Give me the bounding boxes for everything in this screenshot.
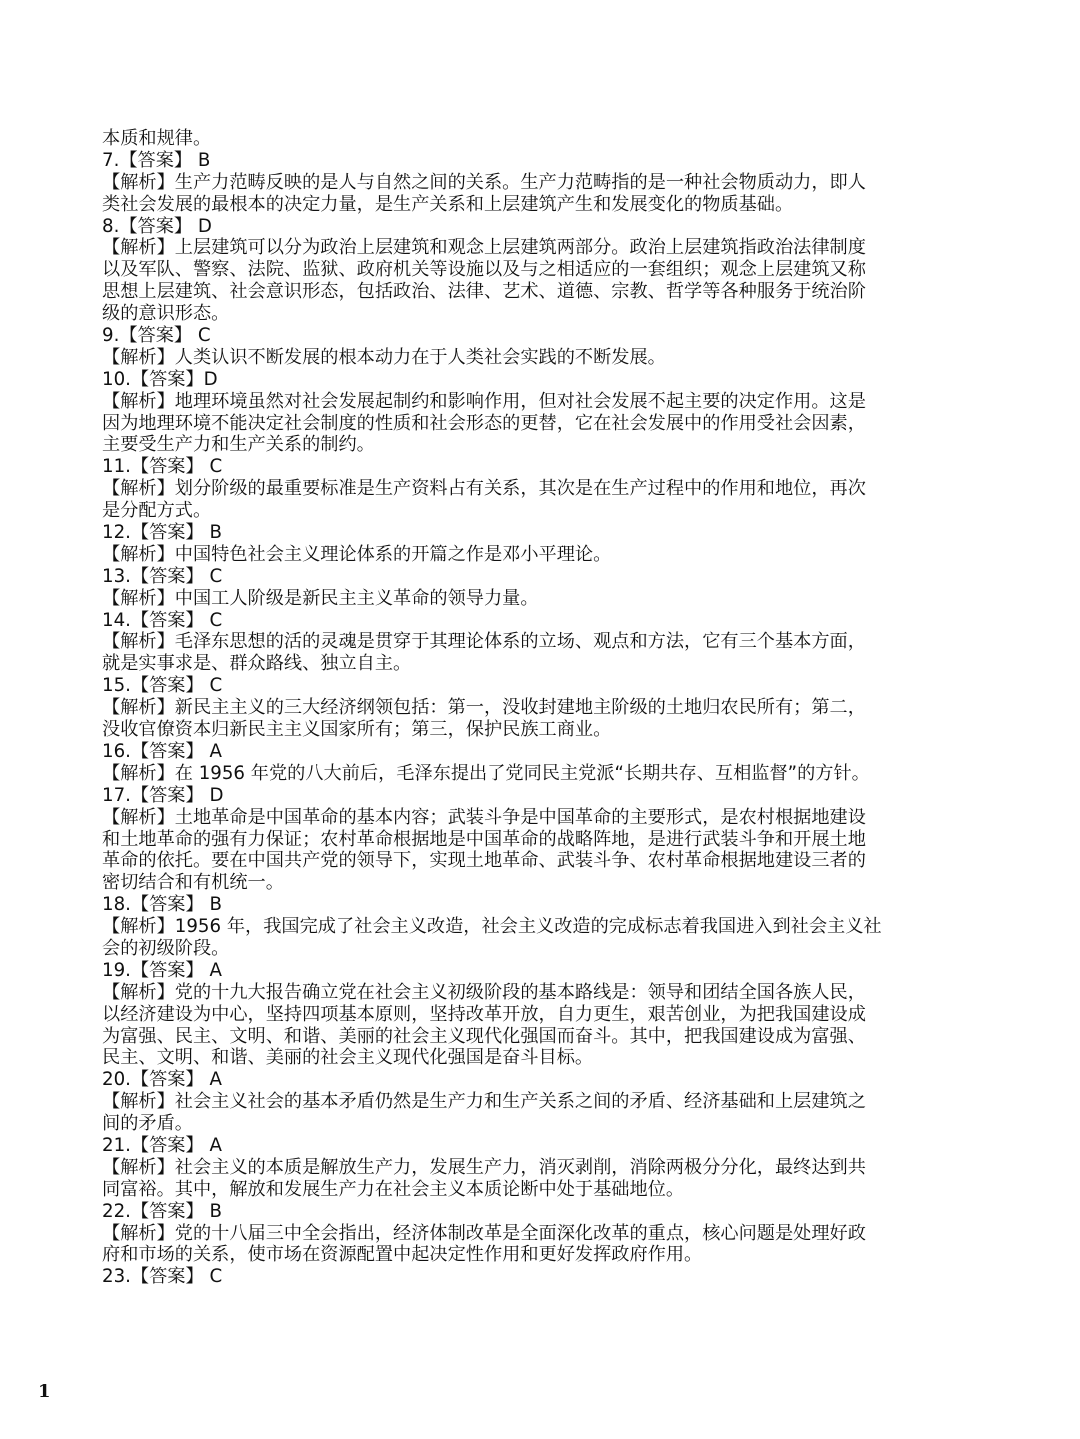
text-line: 【解析】人类认识不断发展的根本动力在于人类社会实践的不断发展。 — [102, 346, 666, 368]
text-line: 【解析】党的十九大报告确立党在社会主义初级阶段的基本路线是：领导和团结全国各族人民， — [102, 981, 866, 1003]
text-line: 会的初级阶段。 — [102, 937, 230, 959]
text-line: 【解析】在 1956 年党的八大前后，毛泽东提出了党同民主党派“长期共存、互相监督”的方针。 — [102, 762, 870, 784]
text-line: 15.【答案】 C — [102, 675, 223, 697]
text-line: 7.【答案】 B — [102, 149, 211, 171]
text-line: 革命的依托。要在中国共产党的领导下，实现土地革命、武装斗争、农村革命根据地建设三者的 — [102, 850, 866, 872]
document-body — [102, 128, 962, 1288]
text-line: 同富裕。其中，解放和发展生产力在社会主义本质论断中处于基础地位。 — [102, 1178, 685, 1200]
text-line: 22.【答案】 B — [102, 1200, 222, 1222]
text-line: 23.【答案】 C — [102, 1266, 223, 1288]
text-line: 【解析】土地革命是中国革命的基本内容；武装斗争是中国革命的主要形式，是农村根据地建设 — [102, 806, 866, 828]
text-line: 21.【答案】 A — [102, 1134, 222, 1156]
text-line: 20.【答案】 A — [102, 1069, 222, 1091]
text-line: 密切结合和有机统一。 — [102, 872, 284, 894]
text-line: 【解析】划分阶级的最重要标准是生产资料占有关系，其次是在生产过程中的作用和地位，再次 — [102, 478, 866, 500]
text-line: 14.【答案】 C — [102, 609, 223, 631]
text-line: 级的意识形态。 — [102, 303, 230, 325]
text-line: 府和市场的关系，使市场在资源配置中起决定性作用和更好发挥政府作用。 — [102, 1244, 703, 1266]
text-line: 因为地理环境不能决定社会制度的性质和社会形态的更替，它在社会发展中的作用受社会因素， — [102, 412, 866, 434]
text-line: 【解析】1956 年，我国完成了社会主义改造，社会主义改造的完成标志着我国进入到社会主义社 — [102, 916, 882, 938]
text-line: 间的矛盾。 — [102, 1113, 193, 1135]
text-line: 10.【答案】D — [102, 368, 218, 390]
text-line: 【解析】中国特色社会主义理论体系的开篇之作是邓小平理论。 — [102, 543, 612, 565]
text-line: 【解析】新民主主义的三大经济纲领包括：第一，没收封建地主阶级的土地归农民所有；第二， — [102, 697, 866, 719]
text-line: 本质和规律。 — [102, 128, 212, 149]
text-line: 【解析】毛泽东思想的活的灵魂是贯穿于其理论体系的立场、观点和方法，它有三个基本方面， — [102, 631, 866, 653]
text-line: 【解析】地理环境虽然对社会发展起制约和影响作用，但对社会发展不起主要的决定作用。这是 — [102, 390, 866, 412]
text-line: 【解析】上层建筑可以分为政治上层建筑和观念上层建筑两部分。政治上层建筑指政治法律制度 — [102, 237, 866, 259]
text-line: 是分配方式。 — [102, 500, 212, 522]
text-line: 【解析】党的十八届三中全会指出，经济体制改革是全面深化改革的重点，核心问题是处理好政 — [102, 1222, 866, 1244]
text-line: 13.【答案】 C — [102, 565, 223, 587]
text-line: 【解析】中国工人阶级是新民主主义革命的领导力量。 — [102, 587, 539, 609]
text-line: 思想上层建筑、社会意识形态，包括政治、法律、艺术、道德、宗教、哲学等各种服务于统治阶 — [102, 281, 866, 303]
text-line: 12.【答案】 B — [102, 522, 222, 544]
text-line: 【解析】生产力范畴反映的是人与自然之间的关系。生产力范畴指的是一种社会物质动力，即人 — [102, 171, 866, 193]
text-line: 17.【答案】 D — [102, 784, 224, 806]
page-number: 1 — [38, 1381, 51, 1402]
text-line: 类社会发展的最根本的决定力量，是生产关系和上层建筑产生和发展变化的物质基础。 — [102, 193, 794, 215]
text-line: 16.【答案】 A — [102, 740, 222, 762]
text-line: 就是实事求是、群众路线、独立自主。 — [102, 653, 412, 675]
text-line: 【解析】社会主义的本质是解放生产力，发展生产力，消灭剥削，消除两极分分化，最终达到共 — [102, 1156, 866, 1178]
text-line: 以及军队、警察、法院、监狱、政府机关等设施以及与之相适应的一套组织；观念上层建筑又称 — [102, 259, 866, 281]
text-line: 以经济建设为中心，坚持四项基本原则，坚持改革开放，自力更生，艰苦创业，为把我国建设成 — [102, 1003, 866, 1025]
text-line: 【解析】社会主义社会的基本矛盾仍然是生产力和生产关系之间的矛盾、经济基础和上层建筑之 — [102, 1091, 866, 1113]
text-line: 主要受生产力和生产关系的制约。 — [102, 434, 375, 456]
text-line: 11.【答案】 C — [102, 456, 223, 478]
text-line: 没收官僚资本归新民主主义国家所有；第三，保护民族工商业。 — [102, 719, 612, 741]
text-line: 19.【答案】 A — [102, 959, 222, 981]
text-line: 8.【答案】 D — [102, 215, 212, 237]
text-line: 9.【答案】 C — [102, 325, 211, 347]
text-line: 和土地革命的强有力保证；农村革命根据地是中国革命的战略阵地，是进行武装斗争和开展土地 — [102, 828, 866, 850]
text-line: 民主、文明、和谐、美丽的社会主义现代化强国是奋斗目标。 — [102, 1047, 594, 1069]
text-line: 为富强、民主、文明、和谐、美丽的社会主义现代化强国而奋斗。其中，把我国建设成为富强、 — [102, 1025, 866, 1047]
text-line: 18.【答案】 B — [102, 894, 222, 916]
